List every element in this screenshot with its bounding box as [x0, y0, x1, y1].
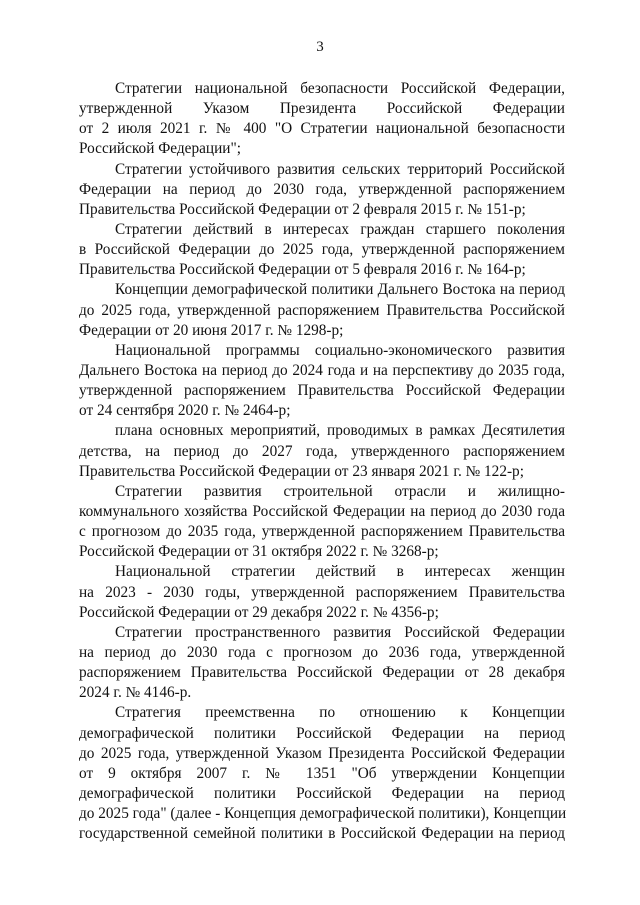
text-line: Правительства Российской Федерации от 5 февраля 2016 г. № 164-р;	[79, 261, 526, 279]
text-line: детства, на период до 2027 года, утвержденного распоряжением	[79, 442, 565, 460]
text-line: до 2025 года" (далее - Концепция демографической политики), Концепции	[79, 805, 567, 823]
paragraph-older-generation-strategy	[79, 220, 565, 280]
text-line: на период до 2030 года с прогнозом до 2036 года, утвержденной	[79, 643, 565, 661]
text-line: в Российской Федерации до 2025 года, утвержденной распоряжением	[79, 241, 565, 259]
paragraph-far-east-demographic-concept	[79, 280, 565, 340]
paragraph-strategy-continuity	[79, 703, 565, 844]
paragraph-childhood-decade-plan	[79, 421, 565, 481]
text-line: от 2 июля 2021 г. № 400 "О Стратегии национальной безопасности	[79, 120, 565, 138]
text-line: от 9 октября 2007 г. № 1351 "Об утверждении Концепции	[79, 764, 565, 782]
text-line: Стратегии устойчивого развития сельских территорий Российской	[115, 160, 565, 178]
text-line: плана основных мероприятий, проводимых в рамках Десятилетия	[115, 422, 565, 440]
text-line: с прогнозом до 2035 года, утвержденной распоряжением Правительства	[79, 523, 565, 541]
text-line: до 2025 года, утвержденной Указом Президента Российской Федерации	[79, 744, 565, 762]
text-line: 2024 г. № 4146-р.	[79, 684, 192, 702]
text-line: Дальнего Востока на период до 2024 года и на перспективу до 2035 года,	[79, 361, 565, 379]
text-line: утвержденной распоряжением Правительства Российской Федерации	[79, 382, 565, 400]
text-line: Федерации на период до 2030 года, утвержденной распоряжением	[79, 180, 565, 198]
text-line: до 2025 года, утвержденной распоряжением Правительства Российской	[79, 301, 565, 319]
page-number: 3	[316, 39, 324, 55]
text-line: Стратегии пространственного развития Российской Федерации	[115, 623, 565, 641]
text-line: Национальной стратегии действий в интересах женщин	[115, 563, 565, 581]
text-line: от 24 сентября 2020 г. № 2464-р;	[79, 402, 291, 420]
body-text	[79, 79, 565, 844]
paragraph-national-security-strategy	[79, 79, 565, 160]
text-line: распоряжением Правительства Российской Федерации от 28 декабря	[79, 664, 565, 682]
text-line: утвержденной Указом Президента Российской Федерации	[79, 100, 565, 118]
text-line: государственной семейной политики в Российской Федерации на период	[79, 825, 565, 843]
text-line: Концепции демографической политики Дальнего Востока на период	[115, 281, 565, 299]
text-line: Национальной программы социально-экономического развития	[115, 341, 565, 359]
text-line: на 2023 - 2030 годы, утвержденной распоряжением Правительства	[79, 583, 565, 601]
paragraph-spatial-development-strategy	[79, 623, 565, 704]
paragraph-far-east-national-program	[79, 341, 565, 422]
text-line: Стратегии развития строительной отрасли и жилищно-	[115, 482, 565, 500]
text-line: Российской Федерации от 29 декабря 2022 г. № 4356-р;	[79, 603, 439, 621]
text-line: Стратегия преемственна по отношению к Концепции	[115, 704, 565, 722]
text-line: Федерации от 20 июня 2017 г. № 1298-р;	[79, 321, 344, 339]
text-line: Стратегии национальной безопасности Российской Федерации,	[115, 80, 565, 97]
text-line: демографической политики Российской Федерации на период	[79, 784, 565, 802]
text-line: Стратегии действий в интересах граждан старшего поколения	[115, 220, 565, 238]
text-line: демографической политики Российской Федерации на период	[79, 724, 565, 742]
text-line: Российской Федерации";	[79, 140, 241, 158]
paragraph-construction-strategy	[79, 482, 565, 563]
text-line: Правительства Российской Федерации от 23 января 2021 г. № 122-р;	[79, 462, 524, 480]
text-line: Правительства Российской Федерации от 2 февраля 2015 г. № 151-р;	[79, 200, 526, 218]
paragraph-women-strategy	[79, 562, 565, 622]
paragraph-rural-development-strategy	[79, 160, 565, 220]
text-line: Российской Федерации от 31 октября 2022 г. № 3268-р;	[79, 543, 439, 561]
text-line: коммунального хозяйства Российской Федерации на период до 2030 года	[79, 502, 565, 520]
